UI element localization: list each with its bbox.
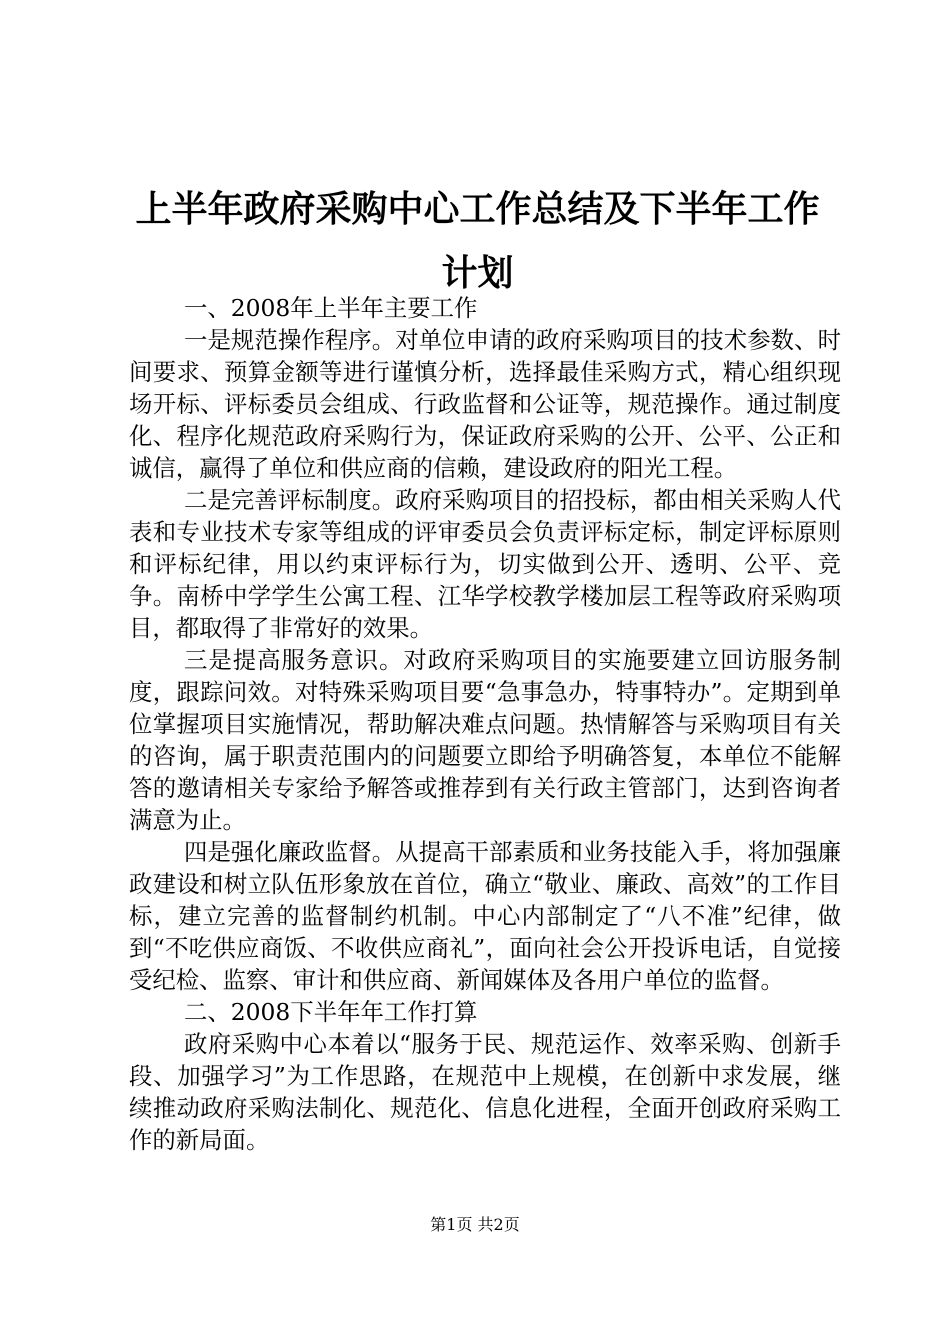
paragraph-3: 三是提高服务意识。对政府采购项目的实施要建立回访服务制度，跟踪问效。对特殊采购项目要“急事急办，特事特办”。定期到单位掌握项目实施情况，帮助解决难点问题。热情解答与采购项目有关的咨询，属于职责范围内的问题要立即给予明确答复，本单位不能解答的邀请相关专家给予解答或推荐到有关行政主管部门，达到咨询者满意为止。 (129, 646, 841, 834)
section-heading-1: 一、2008年上半年主要工作 (184, 294, 478, 322)
paragraph-2: 二是完善评标制度。政府采购项目的招投标，都由相关采购人代表和专业技术专家等组成的评审委员会负责评标定标，制定评标原则和评标纪律，用以约束评标行为，切实做到公开、透明、公平、竞争。南桥中学学生公寓工程、江华学校教学楼加层工程等政府采购项目，都取得了非常好的效果。 (129, 486, 841, 642)
page-footer: 第1页 共2页 (430, 1215, 520, 1234)
document-title: 上半年政府采购中心工作总结及下半年工作计划 (135, 189, 820, 294)
paragraph-4: 四是强化廉政监督。从提高干部素质和业务技能入手，将加强廉政建设和树立队伍形象放在首位，确立“敬业、廉政、高效”的工作目标，建立完善的监督制约机制。中心内部制定了“八不准”纪律，做到“不吃供应商饭、不收供应商礼”，面向社会公开投诉电话，自觉接受纪检、监察、审计和供应商、新闻媒体及各用户单位的监督。 (129, 838, 841, 994)
document-body (129, 292, 841, 1156)
paragraph-5: 政府采购中心本着以“服务于民、规范运作、效率采购、创新手段、加强学习”为工作思路，在规范中上规模，在创新中求发展，继续推动政府采购法制化、规范化、信息化进程，全面开创政府采购工作的新局面。 (129, 1030, 841, 1154)
paragraph-1: 一是规范操作程序。对单位申请的政府采购项目的技术参数、时间要求、预算金额等进行谨慎分析，选择最佳采购方式，精心组织现场开标、评标委员会组成、行政监督和公证等，规范操作。通过制度化、程序化规范政府采购行为，保证政府采购的公开、公平、公正和诚信，赢得了单位和供应商的信赖，建设政府的阳光工程。 (129, 326, 841, 482)
section-heading-2: 二、2008下半年年工作打算 (184, 998, 478, 1026)
